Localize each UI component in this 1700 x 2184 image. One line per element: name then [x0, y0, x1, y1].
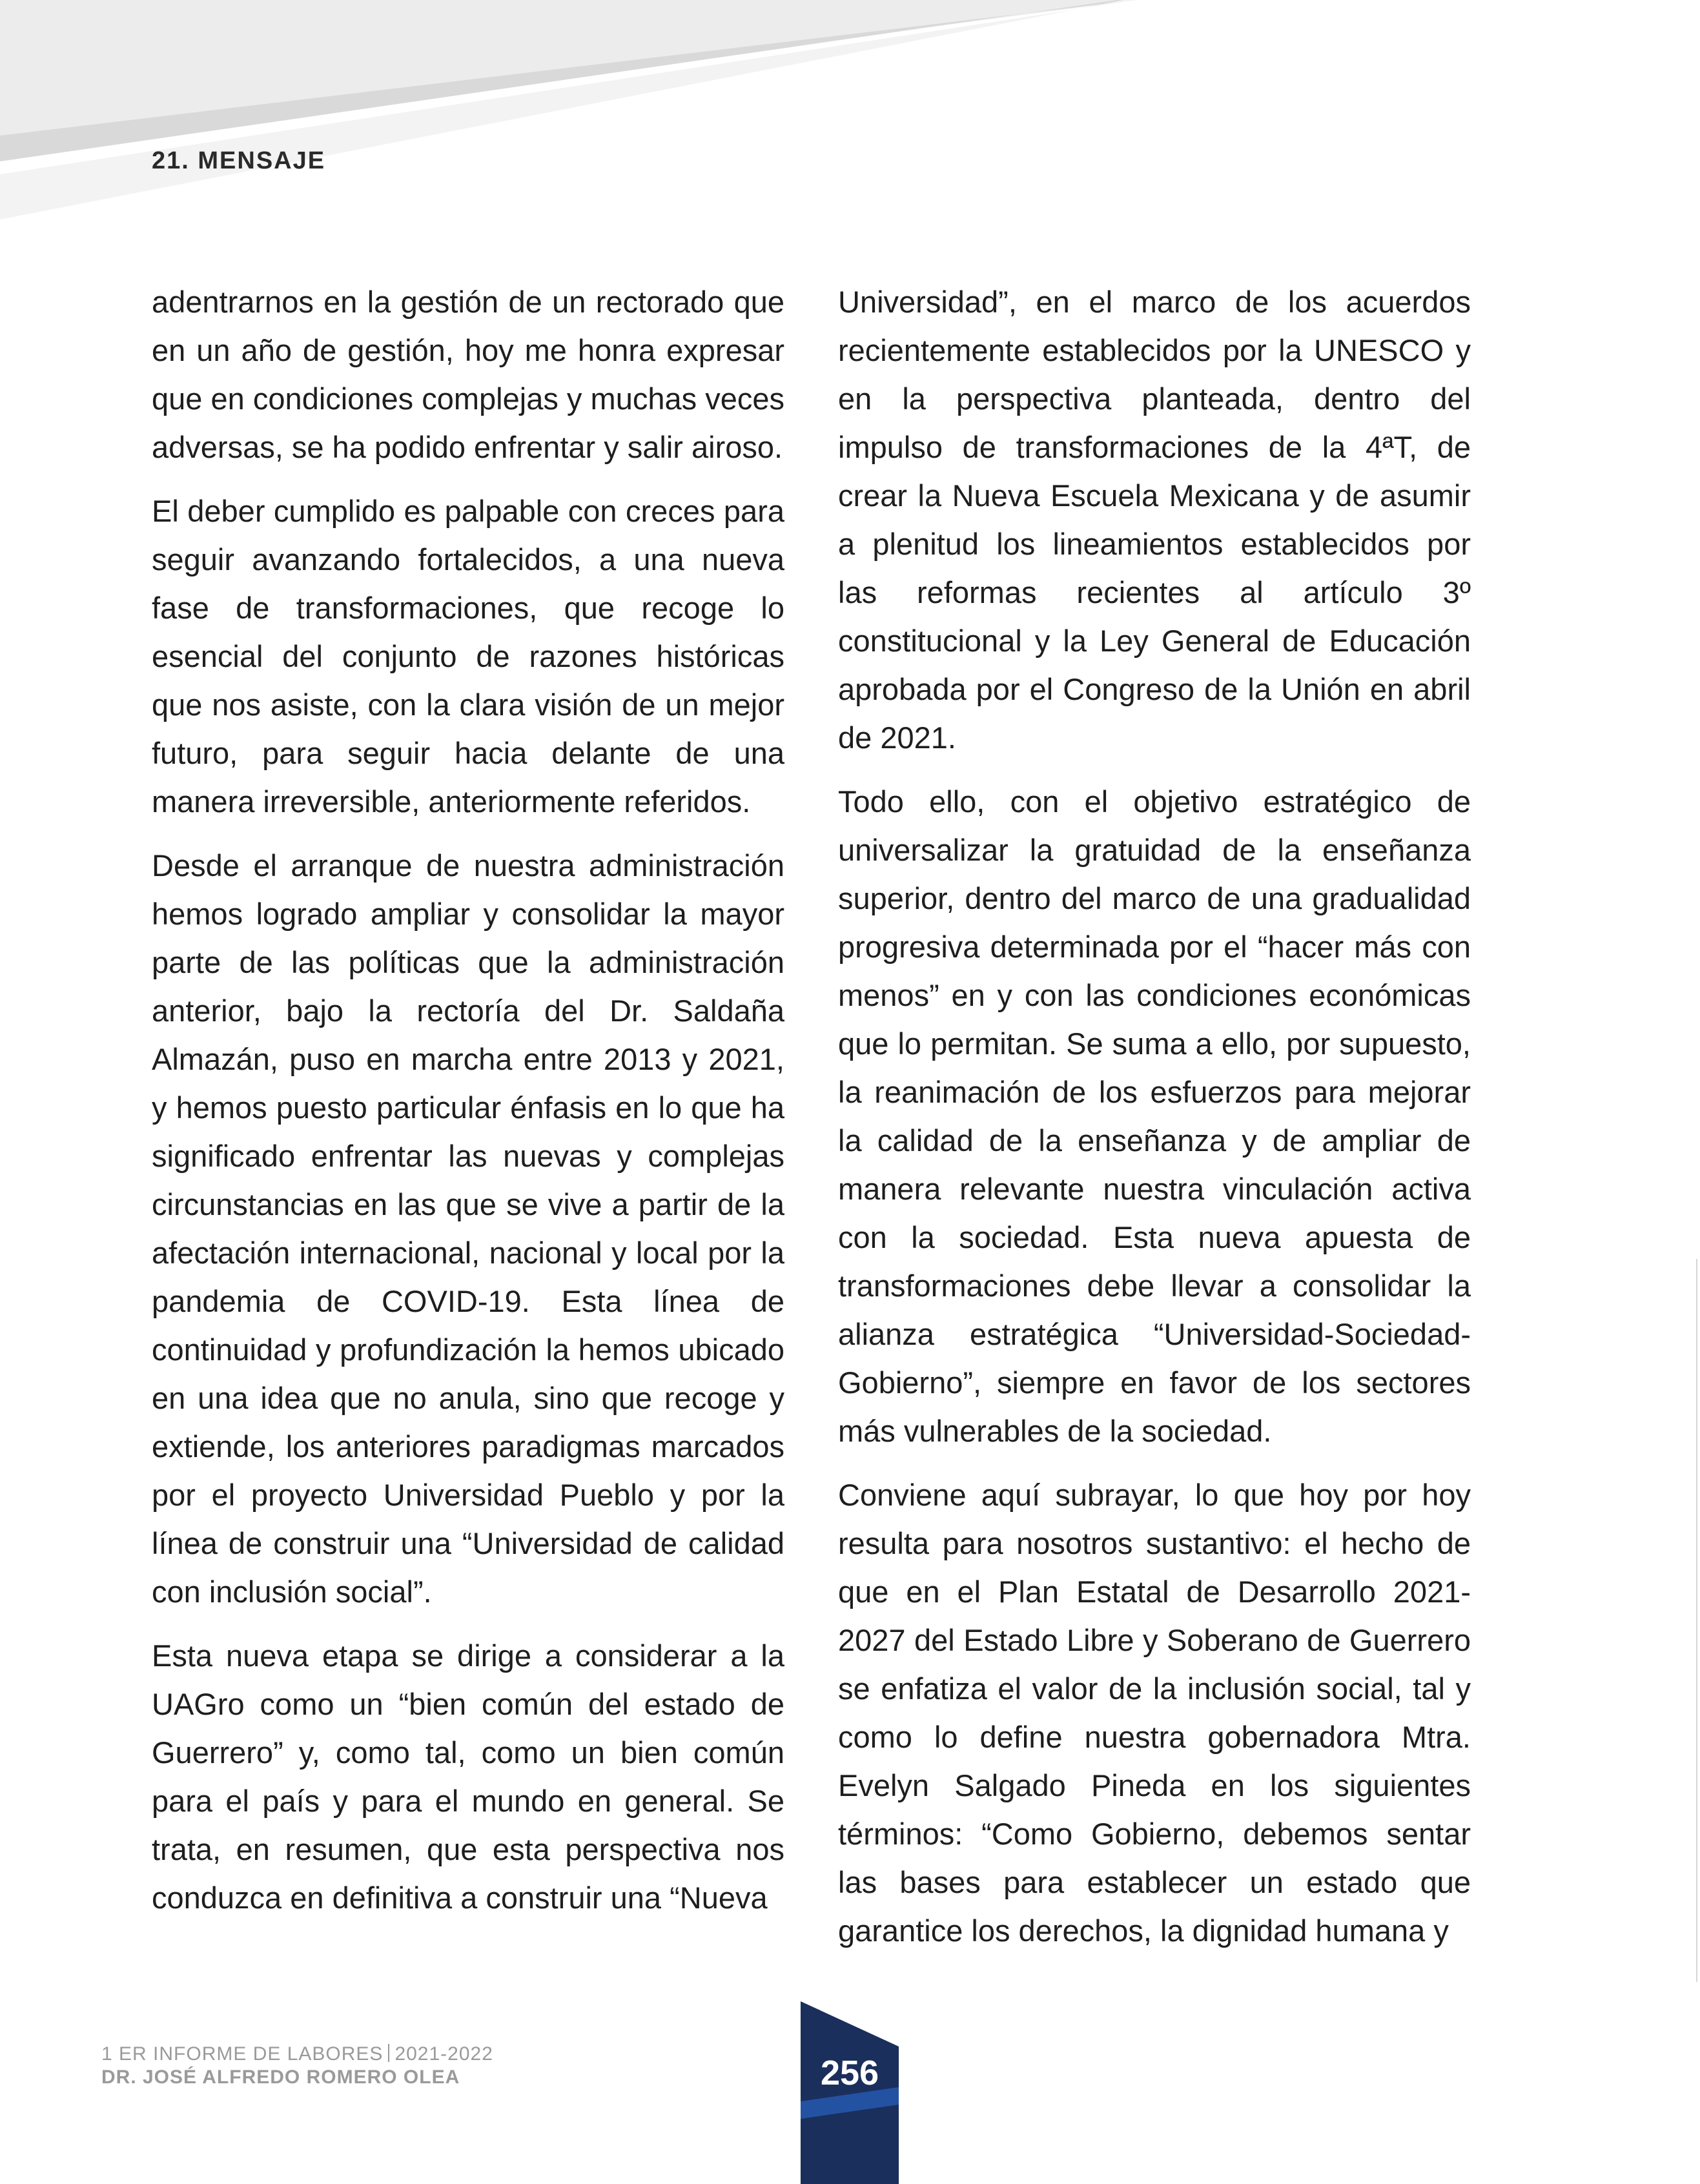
header-decoration — [0, 0, 1700, 232]
report-title: 1 ER INFORME DE LABORES — [101, 2043, 384, 2065]
paragraph: Conviene aquí subrayar, lo que hoy por hoy resulta para nosotros sustantivo: el hecho de que en el Plan Estatal de Desarrollo 2021-2027 del Estado Libre y Soberano de Guerrero se enfatiza el valor de la inclusión social, tal y como lo define nuestra gobernadora Mtra. Evelyn Salgado Pineda en los siguientes términos: “Como Gobierno, debemos sentar las bases para establecer un estado que garantice los derechos, la dignidad humana y — [838, 1478, 1471, 1948]
author-name: DR. JOSÉ ALFREDO ROMERO OLEA — [101, 2067, 460, 2088]
paragraph: Todo ello, con el objetivo estratégico de universalizar la gratuidad de la enseñanza superior, dentro del marco de una gradualidad progresiva determinada por el “hacer más con menos” en y con las condiciones económicas que lo permitan. Se suma a ello, por supuesto, la reanimación de los esfuerzos para mejorar la calidad de la enseñanza y de ampliar de manera relevante nuestra vinculación activa con la sociedad. Esta nueva apuesta de transformaciones debe llevar a consolidar la alianza estratégica “Universidad-Sociedad-Gobierno”, siempre en favor de los sectores más vulnerables de la sociedad. — [838, 784, 1471, 1448]
report-title-line — [101, 2043, 493, 2065]
footer-report-info — [101, 2043, 493, 2088]
section-heading: 21. MENSAJE — [152, 147, 326, 174]
paragraph: Esta nueva etapa se dirige a considerar a la UAGro como un “bien común del estado de Guerrero” y, como tal, como un bien común para el país y para el mundo en general. Se trata, en resumen, que esta perspectiva nos conduzca en definitiva a construir una “Nueva — [152, 1638, 784, 1915]
paragraph: El deber cumplido es palpable con creces para seguir avanzando fortalecidos, a una nueva fase de transformaciones, que recoge lo esencial del conjunto de razones históricas que nos asiste, con la clara visión de un mejor futuro, para seguir hacia delante de una manera irreversible, anteriormente referidos. — [152, 494, 784, 819]
page-number: 256 — [820, 2054, 879, 2092]
left-text-column — [152, 278, 784, 1937]
report-period: 2021-2022 — [394, 2043, 493, 2065]
paragraph: Desde el arranque de nuestra administración hemos logrado ampliar y consolidar la mayor parte de las políticas que la administración anterior, bajo la rectoría del Dr. Saldaña Almazán, puso en marcha entre 2013 y 2021, y hemos puesto particular énfasis en lo que ha significado enfrentar las nuevas y complejas circunstancias en las que se vive a partir de la afectación internacional, nacional y local por la pandemia de COVID-19. Esta línea de continuidad y profundización la hemos ubicado en una idea que no anula, sino que recoge y extiende, los anteriores paradigmas marcados por el proyecto Universidad Pueblo y por la línea de construir una “Universidad de calidad con inclusión social”. — [152, 848, 784, 1609]
paragraph: adentrarnos en la gestión de un rectorado que en un año de gestión, hoy me honra expresar que en condiciones complejas y muchas veces adversas, se ha podido enfrentar y salir airoso. — [152, 285, 784, 464]
separator — [388, 2044, 389, 2062]
page-edge-line — [1696, 1259, 1697, 1982]
right-text-column — [838, 278, 1471, 1970]
paragraph: Universidad”, en el marco de los acuerdos recientemente establecidos por la UNESCO y en la perspectiva planteada, dentro del impulso de transformaciones de la 4ªT, de crear la Nueva Escuela Mexicana y de asumir a plenitud los lineamientos establecidos por las reformas recientes al artículo 3º constitucional y la Ley General de Educación aprobada por el Congreso de la Unión en abril de 2021. — [838, 285, 1471, 755]
